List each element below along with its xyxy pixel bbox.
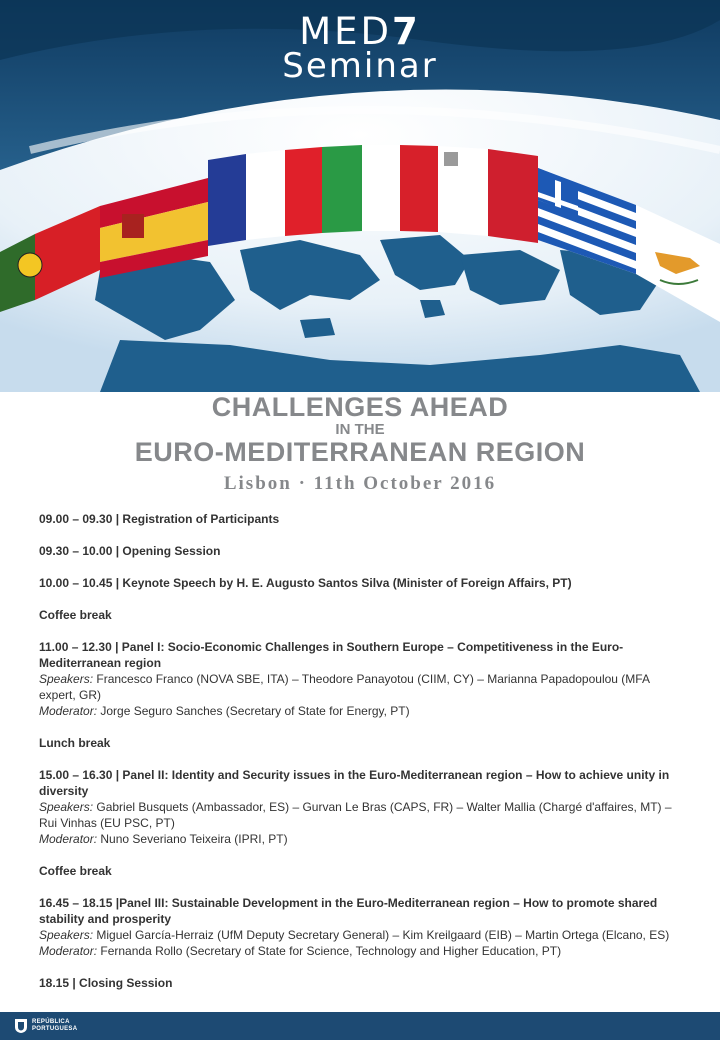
brand-subtitle: Seminar bbox=[282, 46, 438, 86]
moderator-label: Moderator: bbox=[39, 832, 98, 846]
agenda-item-heading: 11.00 – 12.30 | Panel I: Socio-Economic Challenges in Southern Europe – Competitiveness in the Euro-Mediterranean region bbox=[39, 640, 624, 670]
brand-title: MED7 bbox=[299, 10, 421, 53]
speakers-list: Gabriel Busquets (Ambassador, ES) – Gurvan Le Bras (CAPS, FR) – Walter Mallia (Chargé d'affaires, MT) – Rui Vinhas (EU PSC, PT) bbox=[39, 800, 672, 830]
agenda-moderator bbox=[39, 703, 679, 719]
moderator-label: Moderator: bbox=[39, 704, 98, 718]
footer-line2: PORTUGUESA bbox=[32, 1026, 78, 1032]
event-title-line2: IN THE bbox=[335, 421, 385, 438]
agenda-item bbox=[39, 767, 679, 847]
agenda-moderator bbox=[39, 943, 679, 959]
speakers-list: Francesco Franco (NOVA SBE, ITA) – Theodore Panayotou (CIIM, CY) – Marianna Papadopoulou (MFA expert, GR) bbox=[39, 672, 650, 702]
agenda-item-heading: 09.30 – 10.00 | Opening Session bbox=[39, 544, 221, 558]
agenda-item-heading: Coffee break bbox=[39, 608, 112, 622]
agenda-item bbox=[39, 863, 679, 879]
footer-line1: REPÚBLICA bbox=[32, 1019, 70, 1025]
flag-france bbox=[208, 154, 246, 246]
speakers-label: Speakers: bbox=[39, 928, 94, 942]
event-title-line3: EURO-MEDITERRANEAN REGION bbox=[134, 437, 586, 467]
agenda-item bbox=[39, 607, 679, 623]
speakers-label: Speakers: bbox=[39, 672, 94, 686]
agenda-item-heading: 10.00 – 10.45 | Keynote Speech by H. E. Augusto Santos Silva (Minister of Foreign Affairs, PT) bbox=[39, 576, 572, 590]
agenda-item-heading: 16.45 – 18.15 |Panel III: Sustainable Development in the Euro-Mediterranean region – How to promote shared stability and prosperity bbox=[39, 896, 658, 926]
republic-emblem-icon bbox=[14, 1018, 28, 1034]
moderator-name: Nuno Severiano Teixeira (IPRI, PT) bbox=[100, 832, 288, 846]
speakers-label: Speakers: bbox=[39, 800, 94, 814]
agenda-moderator bbox=[39, 831, 679, 847]
agenda-speakers bbox=[39, 927, 679, 943]
agenda-item-heading: 09.00 – 09.30 | Registration of Participants bbox=[39, 512, 280, 526]
footer-bar bbox=[0, 1012, 720, 1040]
agenda-item-heading: Lunch break bbox=[39, 736, 111, 750]
agenda-item-heading: Coffee break bbox=[39, 864, 112, 878]
moderator-name: Jorge Seguro Sanches (Secretary of State for Energy, PT) bbox=[100, 704, 410, 718]
moderator-label: Moderator: bbox=[39, 944, 98, 958]
agenda-item bbox=[39, 575, 679, 591]
event-title-line1: CHALLENGES AHEAD bbox=[211, 392, 509, 422]
agenda-speakers bbox=[39, 799, 679, 831]
agenda-list bbox=[39, 511, 679, 1007]
flag-italy bbox=[322, 145, 362, 233]
speakers-list: Miguel García-Herraiz (UfM Deputy Secretary General) – Kim Kreilgaard (EIB) – Martin Ortega (Elcano, ES) bbox=[96, 928, 670, 942]
footer-label bbox=[32, 1019, 77, 1033]
agenda-item bbox=[39, 895, 679, 959]
moderator-name: Fernanda Rollo (Secretary of State for Science, Technology and Higher Education, PT) bbox=[100, 944, 562, 958]
event-location-date: Lisbon · 11th October 2016 bbox=[223, 473, 497, 494]
agenda-item-heading: 18.15 | Closing Session bbox=[39, 976, 173, 990]
agenda-item bbox=[39, 639, 679, 719]
agenda-item bbox=[39, 975, 679, 991]
agenda-item bbox=[39, 511, 679, 527]
agenda-item-heading: 15.00 – 16.30 | Panel II: Identity and Security issues in the Euro-Mediterranean region – How to achieve unity in diversity bbox=[39, 768, 670, 798]
agenda-item bbox=[39, 735, 679, 751]
agenda-item bbox=[39, 543, 679, 559]
agenda-speakers bbox=[39, 671, 679, 703]
